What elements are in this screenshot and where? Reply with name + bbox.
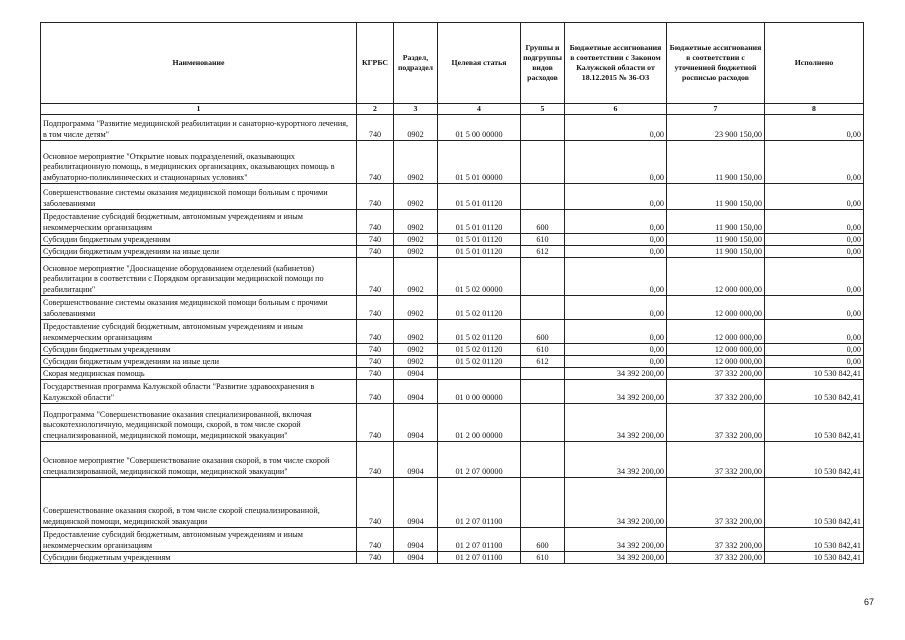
row-executed: 0,00 xyxy=(765,141,864,184)
row-executed: 10 530 842,41 xyxy=(765,404,864,442)
table-row xyxy=(41,404,864,442)
row-razdel: 0902 xyxy=(394,184,438,210)
row-kgrbs: 740 xyxy=(357,184,394,210)
col-number: 7 xyxy=(667,104,765,115)
header-updated: Бюджетные ассигнования в соответствии с уточненной бюджетной росписью расходов xyxy=(667,23,765,104)
row-group xyxy=(521,296,565,320)
row-group xyxy=(521,380,565,404)
row-name: Субсидии бюджетным учреждениям xyxy=(41,234,357,246)
row-executed: 0,00 xyxy=(765,320,864,344)
col-number: 2 xyxy=(357,104,394,115)
header-name: Наименование xyxy=(41,23,357,104)
table-row xyxy=(41,184,864,210)
row-group xyxy=(521,184,565,210)
row-razdel: 0904 xyxy=(394,478,438,528)
row-target: 01 5 01 01120 xyxy=(438,234,521,246)
row-kgrbs: 740 xyxy=(357,356,394,368)
table-row xyxy=(41,528,864,552)
row-kgrbs: 740 xyxy=(357,258,394,296)
table-row xyxy=(41,246,864,258)
row-executed: 10 530 842,41 xyxy=(765,368,864,380)
header-law: Бюджетные ассигнования в соответствии с Законом Калужской области от 18.12.2015 № 36-ОЗ xyxy=(565,23,667,104)
row-target: 01 0 00 00000 xyxy=(438,380,521,404)
row-law: 34 392 200,00 xyxy=(565,478,667,528)
row-group: 600 xyxy=(521,210,565,234)
row-law: 0,00 xyxy=(565,356,667,368)
row-group: 600 xyxy=(521,528,565,552)
row-name: Субсидии бюджетным учреждениям на иные цели xyxy=(41,246,357,258)
row-target: 01 2 00 00000 xyxy=(438,404,521,442)
row-kgrbs: 740 xyxy=(357,296,394,320)
table-row xyxy=(41,356,864,368)
row-updated: 11 900 150,00 xyxy=(667,246,765,258)
row-razdel: 0904 xyxy=(394,528,438,552)
row-law: 0,00 xyxy=(565,115,667,141)
table-row xyxy=(41,320,864,344)
row-razdel: 0902 xyxy=(394,234,438,246)
row-group: 612 xyxy=(521,356,565,368)
row-razdel: 0902 xyxy=(394,258,438,296)
row-target xyxy=(438,368,521,380)
row-group: 600 xyxy=(521,320,565,344)
row-group xyxy=(521,368,565,380)
row-target: 01 2 07 01100 xyxy=(438,528,521,552)
row-kgrbs: 740 xyxy=(357,246,394,258)
row-law: 34 392 200,00 xyxy=(565,442,667,478)
row-razdel: 0902 xyxy=(394,141,438,184)
row-name: Подпрограмма "Развитие медицинской реабилитации и санаторно-курортного лечения, в том числе детям" xyxy=(41,115,357,141)
row-group: 610 xyxy=(521,344,565,356)
row-law: 0,00 xyxy=(565,258,667,296)
row-updated: 12 000 000,00 xyxy=(667,258,765,296)
row-target: 01 5 02 01120 xyxy=(438,320,521,344)
row-executed: 10 530 842,41 xyxy=(765,442,864,478)
row-law: 0,00 xyxy=(565,344,667,356)
row-name: Предоставление субсидий бюджетным, автономным учреждениям и иным некоммерческим организациям xyxy=(41,320,357,344)
row-updated: 12 000 000,00 xyxy=(667,320,765,344)
row-updated: 37 332 200,00 xyxy=(667,478,765,528)
row-target: 01 5 00 00000 xyxy=(438,115,521,141)
row-target: 01 5 02 01120 xyxy=(438,356,521,368)
row-executed: 0,00 xyxy=(765,210,864,234)
row-updated: 37 332 200,00 xyxy=(667,528,765,552)
row-updated: 11 900 150,00 xyxy=(667,184,765,210)
row-law: 34 392 200,00 xyxy=(565,552,667,564)
row-executed: 10 530 842,41 xyxy=(765,528,864,552)
row-updated: 37 332 200,00 xyxy=(667,552,765,564)
table-row xyxy=(41,115,864,141)
row-executed: 0,00 xyxy=(765,356,864,368)
header-executed: Исполнено xyxy=(765,23,864,104)
row-name: Государственная программа Калужской области "Развитие здравоохранения в Калужской области" xyxy=(41,380,357,404)
row-kgrbs: 740 xyxy=(357,320,394,344)
row-group xyxy=(521,115,565,141)
row-law: 0,00 xyxy=(565,234,667,246)
row-target: 01 5 01 01120 xyxy=(438,210,521,234)
row-updated: 11 900 150,00 xyxy=(667,234,765,246)
row-executed: 0,00 xyxy=(765,258,864,296)
row-executed: 0,00 xyxy=(765,246,864,258)
row-kgrbs: 740 xyxy=(357,380,394,404)
row-target: 01 2 07 01100 xyxy=(438,552,521,564)
row-updated: 12 000 000,00 xyxy=(667,356,765,368)
row-law: 0,00 xyxy=(565,246,667,258)
row-kgrbs: 740 xyxy=(357,344,394,356)
header-kgrbs: КГРБС xyxy=(357,23,394,104)
row-updated: 23 900 150,00 xyxy=(667,115,765,141)
col-number: 1 xyxy=(41,104,357,115)
row-razdel: 0902 xyxy=(394,210,438,234)
row-law: 34 392 200,00 xyxy=(565,404,667,442)
row-name: Совершенствование оказания скорой, в том числе скорой специализированной, медицинской помощи, медицинской эвакуации xyxy=(41,478,357,528)
row-kgrbs: 740 xyxy=(357,141,394,184)
row-group xyxy=(521,258,565,296)
header-razdel: Раздел, подраздел xyxy=(394,23,438,104)
row-updated: 12 000 000,00 xyxy=(667,296,765,320)
col-number: 4 xyxy=(438,104,521,115)
table-row xyxy=(41,296,864,320)
table-row xyxy=(41,442,864,478)
table-row xyxy=(41,552,864,564)
row-group xyxy=(521,404,565,442)
row-target: 01 5 01 00000 xyxy=(438,141,521,184)
row-law: 0,00 xyxy=(565,296,667,320)
row-razdel: 0902 xyxy=(394,246,438,258)
table-row xyxy=(41,141,864,184)
row-executed: 10 530 842,41 xyxy=(765,552,864,564)
row-law: 0,00 xyxy=(565,141,667,184)
row-law: 34 392 200,00 xyxy=(565,528,667,552)
row-group: 610 xyxy=(521,234,565,246)
row-law: 34 392 200,00 xyxy=(565,368,667,380)
col-number: 5 xyxy=(521,104,565,115)
row-executed: 0,00 xyxy=(765,234,864,246)
header-groups: Группы и подгруппы видов расходов xyxy=(521,23,565,104)
table-row xyxy=(41,368,864,380)
column-number-row xyxy=(41,104,864,115)
table-body xyxy=(41,115,864,564)
table-row xyxy=(41,234,864,246)
row-name: Основное мероприятие "Совершенствование оказания скорой, в том числе скорой специализированной, медицинской помощи, медицинской эвакуации" xyxy=(41,442,357,478)
row-razdel: 0904 xyxy=(394,442,438,478)
row-razdel: 0902 xyxy=(394,296,438,320)
row-name: Субсидии бюджетным учреждениям xyxy=(41,552,357,564)
row-group xyxy=(521,141,565,184)
col-number: 8 xyxy=(765,104,864,115)
row-kgrbs: 740 xyxy=(357,210,394,234)
row-name: Субсидии бюджетным учреждениям на иные цели xyxy=(41,356,357,368)
row-kgrbs: 740 xyxy=(357,528,394,552)
table-row xyxy=(41,258,864,296)
row-kgrbs: 740 xyxy=(357,478,394,528)
table-row xyxy=(41,210,864,234)
row-executed: 0,00 xyxy=(765,344,864,356)
col-number: 3 xyxy=(394,104,438,115)
row-target: 01 5 02 01120 xyxy=(438,296,521,320)
row-razdel: 0902 xyxy=(394,320,438,344)
row-group: 610 xyxy=(521,552,565,564)
row-name: Основное мероприятие "Открытие новых подразделений, оказывающих реабилитационную помощь, в медицинских организациях, оказывающих помощь в амбулаторно-поликлинических и стационарных условиях" xyxy=(41,141,357,184)
row-kgrbs: 740 xyxy=(357,234,394,246)
row-updated: 37 332 200,00 xyxy=(667,380,765,404)
row-razdel: 0902 xyxy=(394,356,438,368)
table-row xyxy=(41,478,864,528)
row-kgrbs: 740 xyxy=(357,404,394,442)
header-row xyxy=(41,23,864,104)
row-kgrbs: 740 xyxy=(357,368,394,380)
row-group xyxy=(521,478,565,528)
row-law: 0,00 xyxy=(565,320,667,344)
row-executed: 10 530 842,41 xyxy=(765,478,864,528)
header-target: Целевая статья xyxy=(438,23,521,104)
table-row xyxy=(41,380,864,404)
row-executed: 0,00 xyxy=(765,184,864,210)
row-target: 01 5 01 01120 xyxy=(438,246,521,258)
row-name: Субсидии бюджетным учреждениям xyxy=(41,344,357,356)
page-number: 67 xyxy=(864,597,875,607)
row-group xyxy=(521,442,565,478)
row-updated: 11 900 150,00 xyxy=(667,210,765,234)
col-number: 6 xyxy=(565,104,667,115)
row-razdel: 0904 xyxy=(394,552,438,564)
row-name: Основное мероприятие "Дооснащение оборудованием отделений (кабинетов) реабилитации в соответствии с Порядком организации медицинской помощи по реабилитации" xyxy=(41,258,357,296)
row-kgrbs: 740 xyxy=(357,442,394,478)
row-name: Совершенствование системы оказания медицинской помощи больным с прочими заболеваниями xyxy=(41,184,357,210)
row-executed: 10 530 842,41 xyxy=(765,380,864,404)
row-razdel: 0904 xyxy=(394,404,438,442)
row-name: Предоставление субсидий бюджетным, автономным учреждениям и иным некоммерческим организациям xyxy=(41,528,357,552)
row-name: Совершенствование системы оказания медицинской помощи больным с прочими заболеваниями xyxy=(41,296,357,320)
row-updated: 37 332 200,00 xyxy=(667,368,765,380)
row-updated: 12 000 000,00 xyxy=(667,344,765,356)
budget-table xyxy=(40,22,864,564)
row-updated: 11 900 150,00 xyxy=(667,141,765,184)
row-target: 01 5 02 00000 xyxy=(438,258,521,296)
row-razdel: 0904 xyxy=(394,380,438,404)
row-target: 01 2 07 01100 xyxy=(438,478,521,528)
row-law: 0,00 xyxy=(565,184,667,210)
row-group: 612 xyxy=(521,246,565,258)
table-row xyxy=(41,344,864,356)
row-name: Предоставление субсидий бюджетным, автономным учреждениям и иным некоммерческим организациям xyxy=(41,210,357,234)
row-law: 0,00 xyxy=(565,210,667,234)
row-razdel: 0902 xyxy=(394,344,438,356)
row-executed: 0,00 xyxy=(765,115,864,141)
row-target: 01 2 07 00000 xyxy=(438,442,521,478)
row-name: Скорая медицинская помощь xyxy=(41,368,357,380)
row-razdel: 0902 xyxy=(394,115,438,141)
row-updated: 37 332 200,00 xyxy=(667,404,765,442)
row-target: 01 5 01 01120 xyxy=(438,184,521,210)
row-kgrbs: 740 xyxy=(357,552,394,564)
row-target: 01 5 02 01120 xyxy=(438,344,521,356)
row-updated: 37 332 200,00 xyxy=(667,442,765,478)
row-kgrbs: 740 xyxy=(357,115,394,141)
row-razdel: 0904 xyxy=(394,368,438,380)
row-name: Подпрограмма "Совершенствование оказания специализированной, включая высокотехнологичную, медицинской помощи, скорой, в том числе скорой специализированной, медицинской помощи, медицинской эвакуации" xyxy=(41,404,357,442)
row-executed: 0,00 xyxy=(765,296,864,320)
row-law: 34 392 200,00 xyxy=(565,380,667,404)
